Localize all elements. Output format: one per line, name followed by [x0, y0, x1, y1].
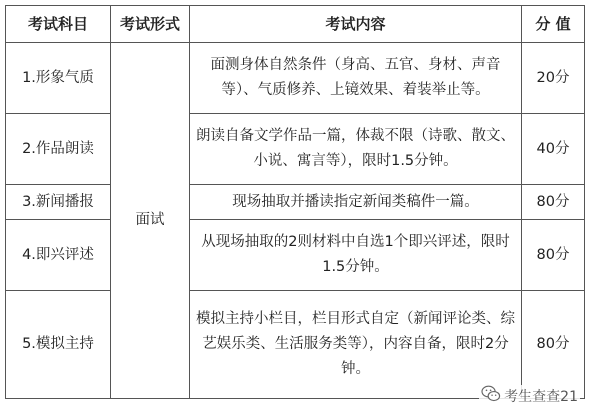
score-cell: 20分 — [522, 43, 585, 114]
table-row — [6, 291, 585, 399]
header-form: 考试形式 — [111, 6, 190, 43]
header-subject: 考试科目 — [6, 6, 111, 43]
table-row — [6, 114, 585, 185]
exam-table — [5, 5, 585, 399]
wechat-icon — [481, 385, 501, 407]
table-row — [6, 43, 585, 114]
subject-cell: 5.模拟主持 — [6, 291, 111, 399]
subject-cell: 1.形象气质 — [6, 43, 111, 114]
watermark-text: 考生查查21 — [504, 389, 578, 405]
score-cell: 80分 — [522, 291, 585, 399]
header-score: 分 值 — [522, 6, 585, 43]
content-cell: 模拟主持小栏目，栏目形式自定（新闻评论类、综艺娱乐类、生活服务类等），内容自备，限时2分钟。 — [190, 291, 522, 399]
form-cell: 面试 — [111, 43, 190, 399]
score-cell: 80分 — [522, 220, 585, 291]
header-content: 考试内容 — [190, 6, 522, 43]
watermark — [479, 385, 580, 407]
table-row — [6, 220, 585, 291]
header-row — [6, 6, 585, 43]
score-cell: 40分 — [522, 114, 585, 185]
content-cell: 朗读自备文学作品一篇，体裁不限（诗歌、散文、小说、寓言等），限时1.5分钟。 — [190, 114, 522, 185]
table-row — [6, 185, 585, 220]
subject-cell: 2.作品朗读 — [6, 114, 111, 185]
content-cell: 现场抽取并播读指定新闻类稿件一篇。 — [190, 185, 522, 220]
content-cell: 从现场抽取的2则材料中自选1个即兴评述，限时1.5分钟。 — [190, 220, 522, 291]
content-cell: 面测身体自然条件（身高、五官、身材、声音等）、气质修养、上镜效果、着装举止等。 — [190, 43, 522, 114]
subject-cell: 3.新闻播报 — [6, 185, 111, 220]
subject-cell: 4.即兴评述 — [6, 220, 111, 291]
score-cell: 80分 — [522, 185, 585, 220]
